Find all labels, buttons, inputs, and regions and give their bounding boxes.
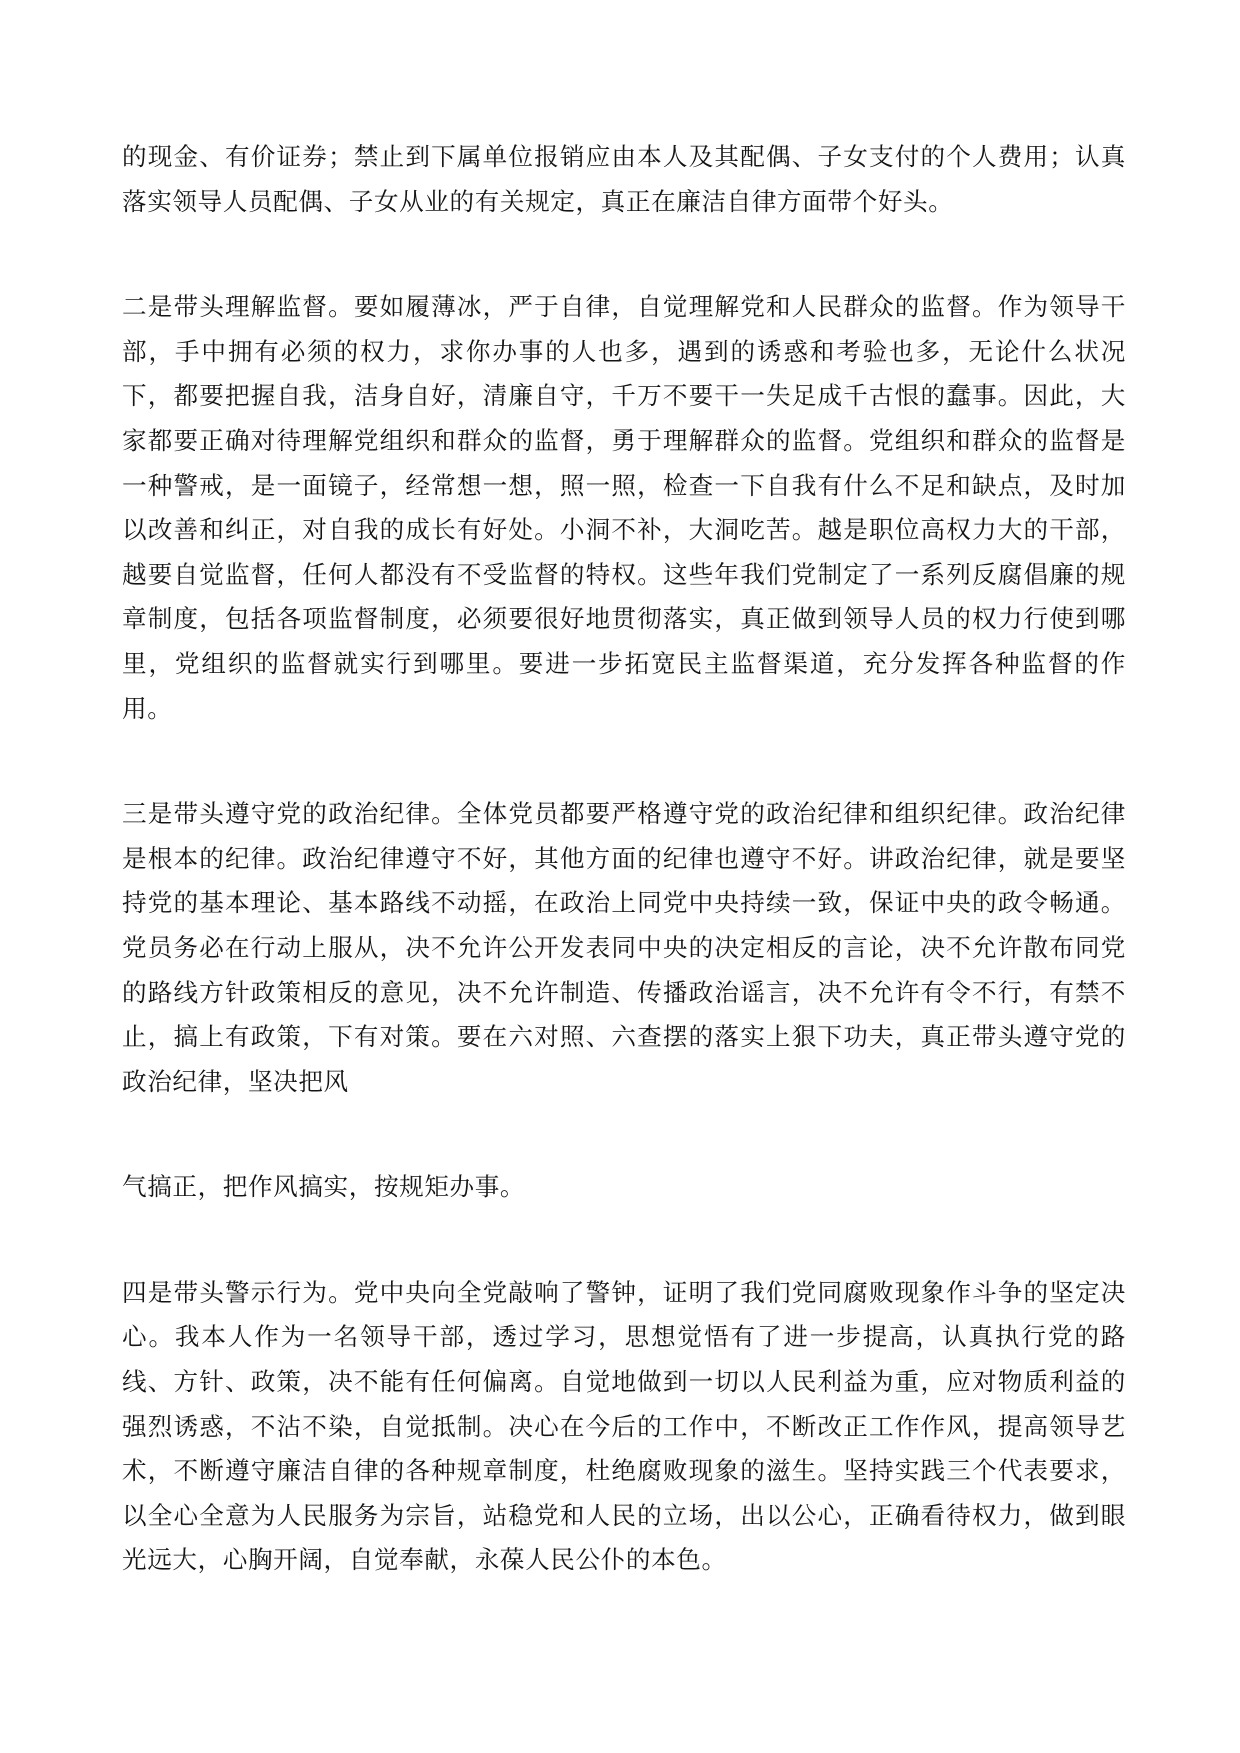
paragraph-political-discipline: 三是带头遵守党的政治纪律。全体党员都要严格遵守党的政治纪律和组织纪律。政治纪律是根本的纪律。政治纪律遵守不好，其他方面的纪律也遵守不好。讲政治纪律，就是要坚持党的基本理论、基本路线不动摇，在政治上同党中央持续一致，保证中央的政令畅通。党员务必在行动上服从，决不允许公开发表同中央的决定相反的言论，决不允许散布同党的路线方针政策相反的意见，决不允许制造、传播政治谣言，决不允许有令不行，有禁不止，搞上有政策，下有对策。要在六对照、六查摆的落实上狠下功夫，真正带头遵守党的政治纪律，坚决把风: [122, 799, 1126, 1096]
paragraph-discipline-continuation: 气搞正，把作风搞实，按规矩办事。: [122, 1172, 526, 1202]
paragraph-supervision: 二是带头理解监督。要如履薄冰，严于自律，自觉理解党和人民群众的监督。作为领导干部，手中拥有必须的权力，求你办事的人也多，遇到的诱惑和考验也多，无论什么状况下，都要把握自我，洁身自好，清廉自守，千万不要干一失足成千古恨的蠢事。因此，大家都要正确对待理解党组织和群众的监督，勇于理解群众的监督。党组织和群众的监督是一种警戒，是一面镜子，经常想一想，照一照，检查一下自我有什么不足和缺点，及时加以改善和纠正，对自我的成长有好处。小洞不补，大洞吃苦。越是职位高权力大的干部，越要自觉监督，任何人都没有不受监督的特权。这些年我们党制定了一系列反腐倡廉的规章制度，包括各项监督制度，必须要很好地贯彻落实，真正做到领导人员的权力行使到哪里，党组织的监督就实行到哪里。要进一步拓宽民主监督渠道，充分发挥各种监督的作用。: [122, 292, 1126, 723]
paragraph-warning-conduct: 四是带头警示行为。党中央向全党敲响了警钟，证明了我们党同腐败现象作斗争的坚定决心。我本人作为一名领导干部，透过学习，思想觉悟有了进一步提高，认真执行党的路线、方针、政策，决不能有任何偏离。自觉地做到一切以人民利益为重，应对物质利益的强烈诱惑，不沾不染，自觉抵制。决心在今后的工作中，不断改正工作作风，提高领导艺术，不断遵守廉洁自律的各种规章制度，杜绝腐败现象的滋生。坚持实践三个代表要求，以全心全意为人民服务为宗旨，站稳党和人民的立场，出以公心，正确看待权力，做到眼光远大，心胸开阔，自觉奉献，永葆人民公仆的本色。: [122, 1277, 1126, 1575]
document-page: [122, 135, 1126, 1583]
paragraph-continuation: 的现金、有价证券；禁止到下属单位报销应由本人及其配偶、子女支付的个人费用；认真落实领导人员配偶、子女从业的有关规定，真正在廉洁自律方面带个好头。: [122, 142, 1126, 216]
